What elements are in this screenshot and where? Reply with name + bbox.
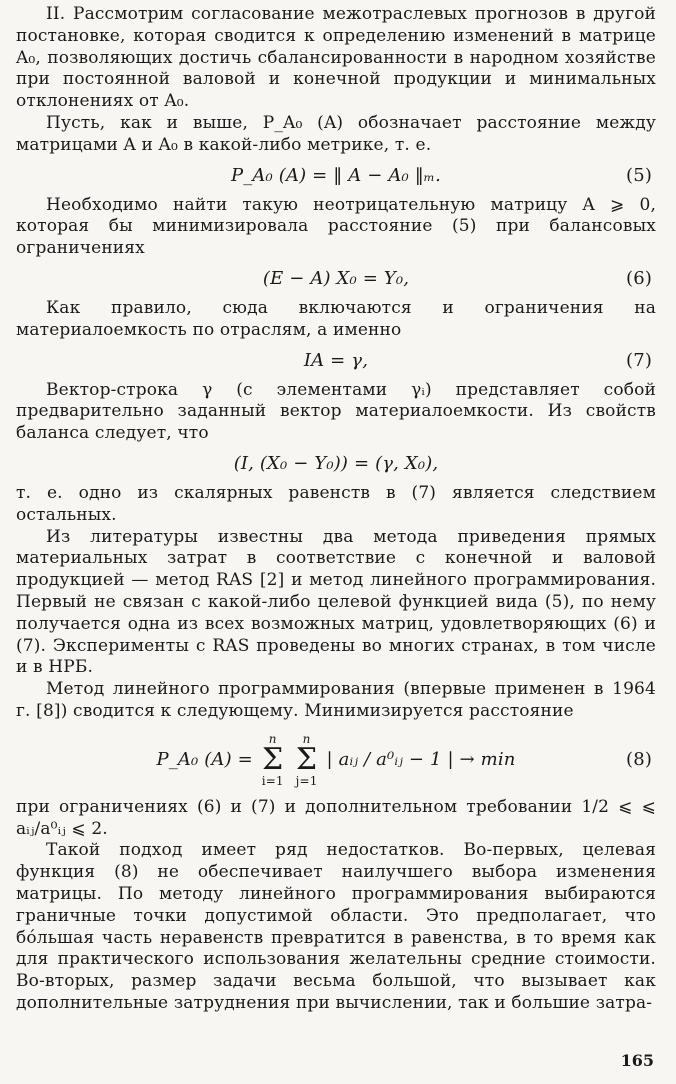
equation-8-body: [16, 723, 656, 797]
sum-j-upper: n: [302, 731, 311, 746]
equation-8: [16, 723, 656, 797]
sigma-j-glyph: Σ: [295, 741, 318, 777]
equation-5-body: P_A₀ (A) = ‖ A − A₀ ‖ₘ.: [230, 164, 441, 186]
equation-6-number: (6): [626, 267, 652, 289]
sigma-i-glyph: Σ: [262, 741, 284, 777]
equation-6: [16, 260, 656, 298]
paragraph-9: при ограничениях (6) и (7) и дополнительном требовании 1/2 ⩽ ⩽ aᵢⱼ/a⁰ᵢⱼ ⩽ 2.: [16, 796, 656, 839]
equation-8-rhs: | aᵢⱼ / a⁰ᵢⱼ − 1 | → min: [326, 748, 516, 770]
equation-balance-body: (I, (X₀ − Y₀)) = (γ, X₀),: [233, 452, 439, 474]
paragraph-6: т. е. одно из скалярных равенств в (7) является следствием остальных.: [16, 482, 656, 525]
sum-i-symbol: [259, 733, 287, 787]
paragraph-7: Из литературы известны два метода приведения прямых материальных затрат в соответствие с конечной и валовой продукцией — метод RAS [2] и метод линейного программирования. Первый не связан с какой-либо целевой функцией вида (5), по нему получается одна из всех возможных матриц, удовлетворяющих (6) и (7). Эксперименты с RAS проведены во многих странах, в том числе и в НРБ.: [16, 526, 656, 678]
equation-6-body: (E − A) X₀ = Y₀,: [262, 267, 410, 289]
paragraph-8: Метод линейного программирования (впервые применен в 1964 г. [8]) сводится к следующему. Минимизируется расстояние: [16, 679, 656, 721]
equation-balance: [16, 445, 656, 483]
page-number: 165: [620, 1051, 654, 1070]
equation-5-number: (5): [626, 164, 652, 186]
equation-8-lhs: P_A₀ (A) =: [156, 748, 253, 770]
equation-7: [16, 342, 656, 380]
paragraph-5: Вектор-строка γ (с элементами γᵢ) представляет собой предварительно заданный вектор материалоемкости. Из свойств баланса следует, что: [16, 379, 656, 444]
sum-i-lower: i=1: [261, 773, 284, 788]
sum-j-symbol: [293, 733, 321, 787]
equation-7-number: (7): [626, 349, 652, 371]
equation-8-number: (8): [626, 748, 652, 770]
paragraph-3: Необходимо найти такую неотрицательную матрицу A ⩾ 0, которая бы минимизировала расстояние (5) при балансовых ограничениях: [16, 194, 656, 259]
paragraph-10: Такой подход имеет ряд недостатков. Во-первых, целевая функция (8) не обеспечивает наилучшего выбора изменения матрицы. По методу линейного программирования выбираются граничные точки допустимой области. Это предполагает, что бóльшая часть неравенств превратится в равенства, в то время как для практического использования желательны средние стоимости. Во-вторых, размер задачи весьма большой, что вызывает как дополнительные затруднения при вычислении, так и большие затра-: [16, 840, 656, 1013]
paragraph-4: Как правило, сюда включаются и ограничения на материалоемкость по отраслям, а именно: [16, 297, 656, 340]
equation-5: [16, 157, 656, 195]
paragraph-2: Пусть, как и выше, P_A₀ (A) обозначает расстояние между матрицами A и A₀ в какой-либо метрике, т. е.: [16, 112, 656, 155]
page-body: [16, 4, 656, 1015]
paragraph-1: II. Рассмотрим согласование межотраслевых прогнозов в другой постановке, которая сводится к определению изменений в матрице A₀, позволяющих достичь сбалансированности в народном хозяйстве при постоянной валовой и конечной продукции и минимальных отклонениях от A₀.: [16, 4, 656, 112]
equation-7-body: IA = γ,: [303, 349, 369, 371]
sum-i-upper: n: [268, 731, 277, 746]
sum-j-lower: j=1: [295, 773, 318, 788]
